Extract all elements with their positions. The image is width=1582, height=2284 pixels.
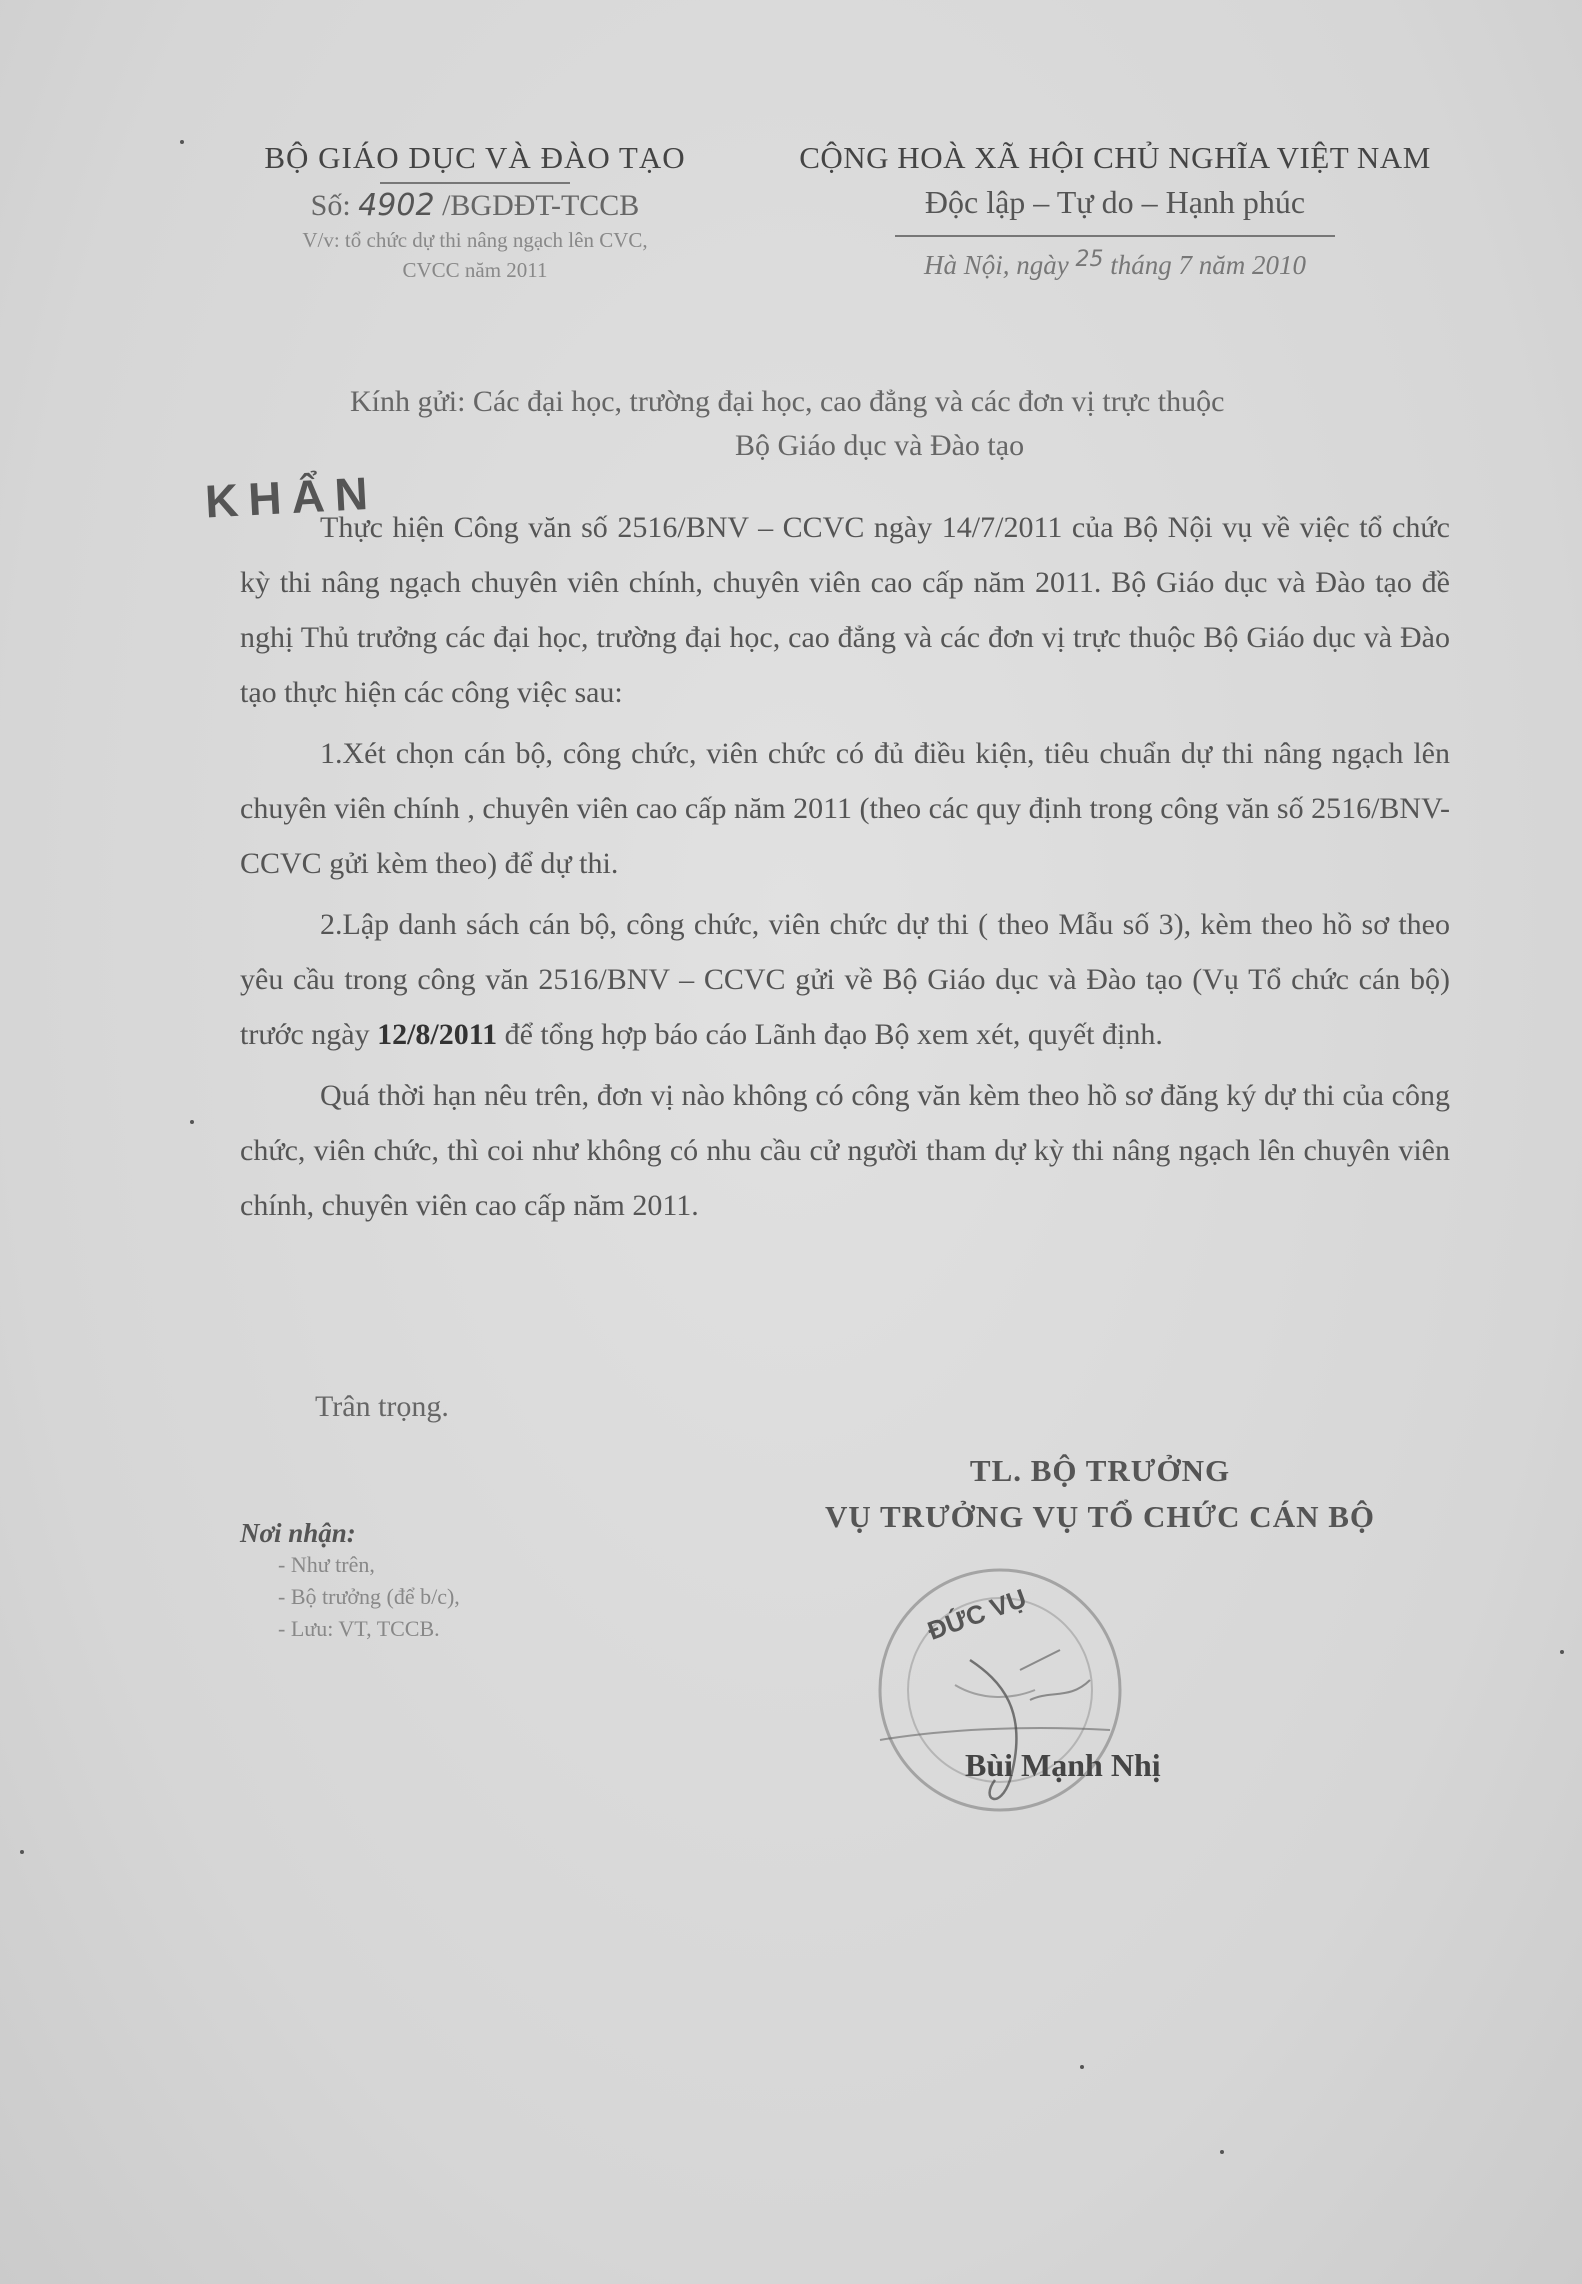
item-1-paragraph: 1.Xét chọn cán bộ, công chức, viên chức có đủ điều kiện, tiêu chuẩn dự thi nâng ngạch lên chuyên viên chính , chuyên viên cao cấp năm 2011 (theo các quy định trong công văn số 2516/BNV-CCVC gửi kèm theo) để dự thi.: [240, 737, 1450, 880]
signatory-title: [800, 1448, 1400, 1540]
intro-paragraph: Thực hiện Công văn số 2516/BNV – CCVC ngày 14/7/2011 của Bộ Nội vụ về việc tổ chức kỳ thi nâng ngạch chuyên viên chính, chuyên viên cao cấp năm 2011. Bộ Giáo dục và Đào tạo đề nghị Thủ trưởng các đại học, trường đại học, cao đẳng và các đơn vị trực thuộc Bộ Giáo dục và Đào tạo thực hiện các công việc sau:: [240, 511, 1450, 709]
item-2-text-b: để tổng hợp báo cáo Lãnh đạo Bộ xem xét, quyết định.: [497, 1018, 1163, 1051]
document-number-handwritten: 4902: [358, 188, 435, 223]
scan-speck: [190, 1120, 194, 1124]
recipients-heading: Nơi nhận:: [240, 1518, 356, 1548]
date-suffix: tháng 7 năm 2010: [1103, 250, 1306, 280]
recipient-item: - Như trên,: [278, 1552, 375, 1577]
date-line: [745, 247, 1485, 281]
recipient-line-2: Bộ Giáo dục và Đào tạo: [735, 429, 1025, 462]
date-day-handwritten: 25: [1075, 247, 1104, 272]
signatory-title-1: TL. BỘ TRƯỞNG: [969, 1453, 1231, 1488]
scan-speck: [180, 140, 184, 144]
ministry-name: BỘ GIÁO DỤC VÀ ĐÀO TẠO: [264, 140, 686, 175]
subject-line-1: V/v: tổ chức dự thi nâng ngạch lên CVC,: [302, 228, 648, 252]
republic-name: CỘNG HOÀ XÃ HỘI CHỦ NGHĨA VIỆT NAM: [799, 140, 1431, 175]
deadline-paragraph: Quá thời hạn nêu trên, đơn vị nào không có công văn kèm theo hồ sơ đăng ký dự thi của công chức, viên chức, thì coi như không có nhu cầu cử người tham dự kỳ thi nâng ngạch lên chuyên viên chính, chuyên viên cao cấp năm 2011.: [240, 1079, 1450, 1222]
subject-line-2: CVCC năm 2011: [402, 258, 548, 282]
recipient-item: - Lưu: VT, TCCB.: [278, 1616, 440, 1641]
recipient-item: - Bộ trưởng (để b/c),: [278, 1584, 460, 1609]
header-divider: [380, 182, 570, 184]
motto-divider: [895, 235, 1335, 237]
document-number-prefix: Số:: [310, 189, 359, 222]
issuer-block: [195, 140, 755, 283]
national-header: [745, 140, 1485, 281]
recipients-list: [240, 1518, 620, 1645]
letter-body: [240, 500, 1450, 1239]
closing-phrase: Trân trọng.: [315, 1390, 449, 1423]
official-seal: [860, 1550, 1140, 1830]
item-2-text-a: 2.Lập danh sách cán bộ, công chức, viên chức dự thi ( theo Mẫu số 3), kèm theo hồ sơ theo yêu cầu trong công văn 2516/BNV – CCVC gửi về Bộ Giáo dục và Đào tạo (Vụ Tổ chức cán bộ) trước ngày: [240, 908, 1450, 1051]
seal-text: ĐỨC VỤ: [923, 1582, 1031, 1646]
national-motto: Độc lập – Tự do – Hạnh phúc: [924, 184, 1306, 220]
deadline-date: 12/8/2011: [377, 1018, 498, 1051]
scan-speck: [1080, 2065, 1084, 2069]
recipient-line-1: Kính gửi: Các đại học, trường đại học, cao đẳng và các đơn vị trực thuộc: [350, 385, 1225, 418]
date-prefix: Hà Nội, ngày: [924, 250, 1076, 280]
signatory-name: Bùi Mạnh Nhị: [965, 1747, 1161, 1783]
document-number-suffix: /BGDĐT-TCCB: [434, 189, 640, 222]
item-2-paragraph: [240, 897, 1450, 1062]
signatory-title-2: VỤ TRƯỞNG VỤ TỔ CHỨC CÁN BỘ: [824, 1499, 1376, 1534]
document-number: [195, 188, 755, 223]
urgent-stamp: KHẨN: [203, 466, 380, 528]
scan-speck: [20, 1850, 24, 1854]
scan-speck: [1560, 1650, 1564, 1654]
recipient-block: [350, 380, 1450, 468]
scan-speck: [1220, 2150, 1224, 2154]
